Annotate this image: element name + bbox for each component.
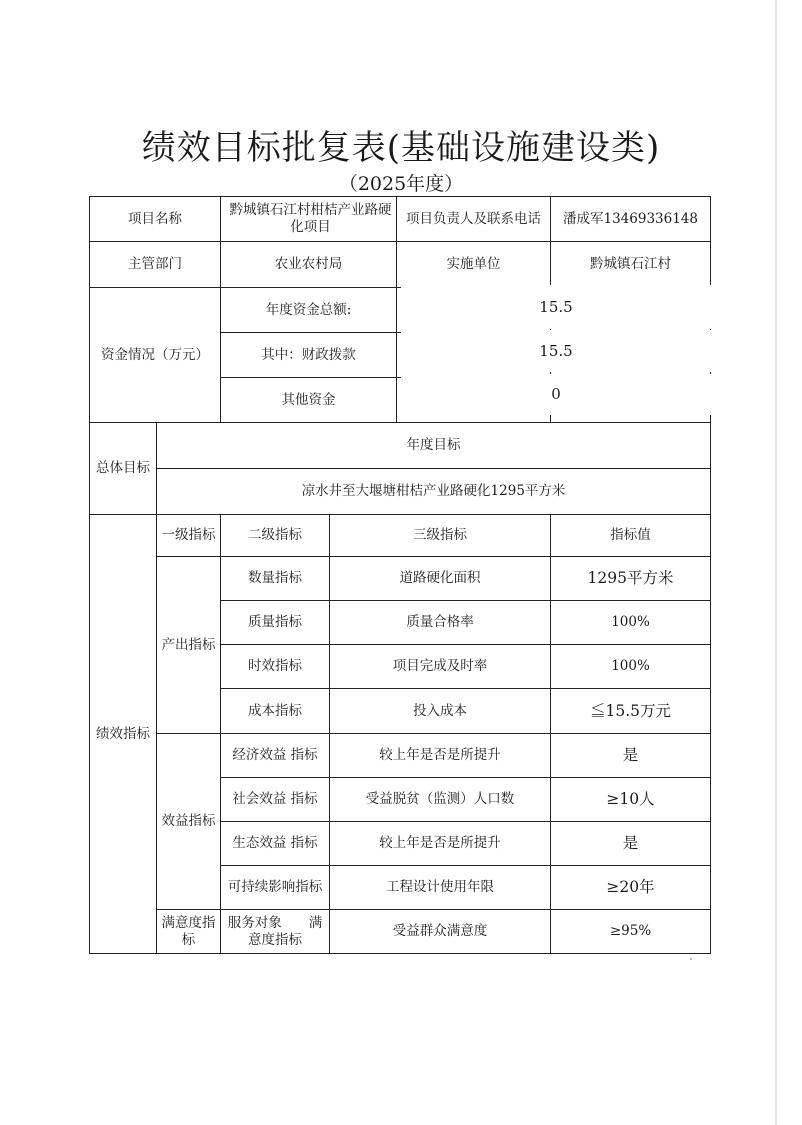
perf-header-value: 指标值 [551,515,711,557]
project-name-row [90,197,711,242]
output-value: 100% [551,601,711,645]
goal-text: 凉水井至大堰塘柑桔产业路硬化1295平方米 [157,469,711,515]
dept-value: 农业农村局 [274,256,343,272]
output-value: 1295平方米 [551,557,711,601]
perf-label: 绩效指标 [90,515,157,954]
output-l3: 道路硬化面积 [330,557,551,601]
funds-other-label: 其他资金 [281,391,336,408]
page-title: 绩效目标批复表(基础设施建设类) [141,128,661,168]
project-contact-label: 项目负责人及联系电话 [396,197,550,241]
funds-fiscal-value: 15.5 [401,330,711,372]
output-label: 产出指标 [157,557,221,734]
benefit-value: 是 [551,822,711,866]
goal-label: 总体目标 [90,423,157,515]
benefit-l3: 受益脱贫（监测）人口数 [330,778,551,822]
satisfaction-row [90,910,711,954]
output-l3: 投入成本 [330,689,551,734]
output-value: ≦15.5万元 [551,689,711,734]
satisfaction-l3: 受益群众满意度 [330,910,551,954]
perf-header-l3: 三级指标 [330,515,551,557]
output-value: 100% [551,645,711,689]
project-contact-value: 潘成军13469336148 [551,197,711,242]
funds-total-label: 年度资金总额: [265,301,352,318]
benefit-row [90,734,711,778]
benefit-value: ≥10人 [551,778,711,822]
goal-header-row [90,423,711,469]
benefit-label: 效益指标 [157,734,221,910]
benefit-l3: 较上年是否是所提升 [330,734,551,778]
output-l2: 时效指标 [221,645,330,689]
funds-other-value: 0 [401,374,711,415]
funds-total-value: 15.5 [401,285,711,329]
benefit-l3: 较上年是否是所提升 [330,822,551,866]
benefit-value: 是 [551,734,711,778]
benefit-l2: 社会效益 指标 [221,778,330,822]
perf-header-l2: 二级指标 [221,515,330,557]
benefit-l2: 经济效益 指标 [221,734,330,778]
satisfaction-label: 满意度指标 [157,910,221,954]
benefit-l2: 生态效益 指标 [221,822,330,866]
perf-header-l1: 一级指标 [157,515,221,557]
benefit-value: ≥20年 [551,866,711,910]
project-name-label: 项目名称 [90,197,221,242]
impl-value: 黔城镇石江村 [551,242,711,288]
output-l3: 质量合格率 [330,601,551,645]
goal-text-row [90,469,711,515]
project-name-value: 黔城镇石江村柑桔产业路硬化项目 [229,202,392,235]
funds-fiscal-label: 其中：财政拨款 [261,346,356,363]
funds-label: 资金情况（万元） [90,288,221,423]
output-l3: 项目完成及时率 [330,645,551,689]
dept-label: 主管部门 [90,242,221,288]
department-row [90,242,711,288]
benefit-l2: 可持续影响指标 [221,866,330,910]
output-l2: 数量指标 [221,557,330,601]
perf-header-row [90,515,711,557]
satisfaction-value: ≥95% [551,910,711,954]
impl-label: 实施单位 [396,242,550,287]
scan-edge-line [775,0,777,1125]
satisfaction-l2: 服务对象 满意度指标 [221,910,330,954]
output-l2: 成本指标 [221,689,330,734]
scan-speck [690,958,692,960]
output-row [90,557,711,601]
benefit-l3: 工程设计使用年限 [330,866,551,910]
year-subtitle: （2025年度） [338,173,464,195]
goal-header: 年度目标 [157,423,711,469]
output-l2: 质量指标 [221,601,330,645]
